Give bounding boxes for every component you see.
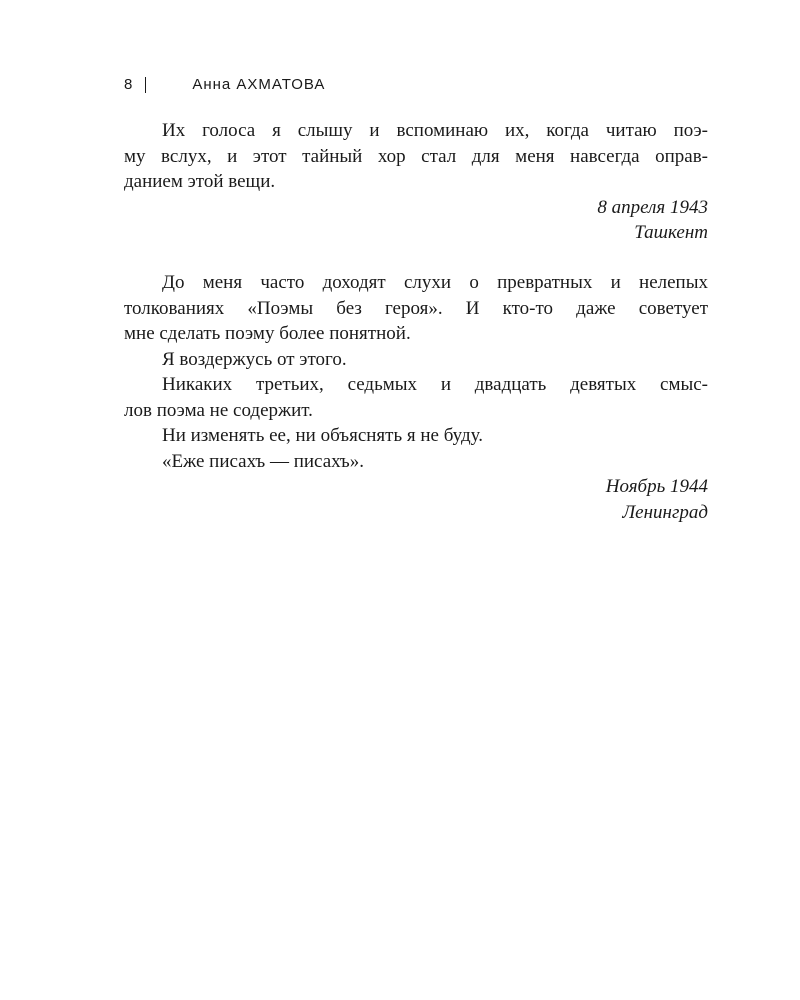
signature-place: Ленинград [622,501,708,523]
signature-date: Ноябрь 1944 [605,476,708,497]
paragraph-line: Никаких третьих, седьмых и двадцать девятых смыс- [162,374,708,395]
running-head [124,76,325,93]
paragraph-line: лов поэма не содержит. [124,399,313,421]
page-number: 8 [124,76,134,93]
paragraph-line: данием этой вещи. [124,171,276,192]
section-2 [124,270,708,525]
paragraph-line: Ни изменять ее, ни объяснять я не буду. [162,425,483,446]
paragraph-line: мне сделать поэму более понятной. [124,323,411,344]
paragraph-line: му вслух, и этот тайный хор стал для меня навсегда оправ- [124,145,708,167]
section-1 [124,118,708,246]
signature-place: Ташкент [634,222,708,243]
paragraph-line: толкованиях «Поэмы без героя». И кто-то даже советует [124,297,708,319]
paragraph-line: «Еже писахъ — писахъ». [162,450,364,472]
paragraph-line: Я воздержусь от этого. [162,348,347,370]
paragraph-line: До меня часто доходят слухи о превратных и нелепых [162,272,708,293]
running-head-author: Анна АХМАТОВА [192,76,326,93]
signature-date: 8 апреля 1943 [597,196,708,218]
header-divider [145,77,146,93]
paragraph-line: Их голоса я слышу и вспоминаю их, когда читаю поэ- [162,120,708,141]
